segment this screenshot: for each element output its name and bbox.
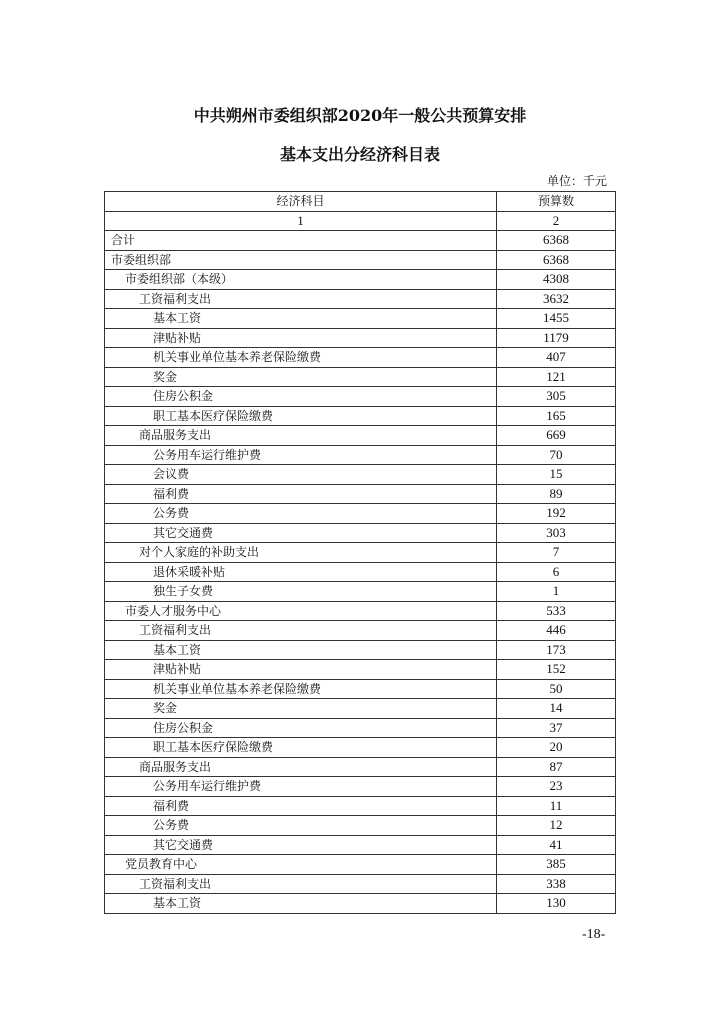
row-amount: 15: [497, 465, 616, 485]
row-amount: 385: [497, 855, 616, 875]
row-subject: 对个人家庭的补助支出: [105, 543, 497, 563]
row-amount: 4308: [497, 270, 616, 290]
row-subject: 福利费: [105, 484, 497, 504]
row-subject: 公务费: [105, 816, 497, 836]
row-subject: 基本工资: [105, 309, 497, 329]
row-amount: 130: [497, 894, 616, 914]
table-row: [105, 757, 616, 777]
row-amount: 173: [497, 640, 616, 660]
table-header-row: [105, 192, 616, 212]
row-amount: 12: [497, 816, 616, 836]
row-amount: 89: [497, 484, 616, 504]
row-subject: 职工基本医疗保险缴费: [105, 406, 497, 426]
row-subject: 工资福利支出: [105, 289, 497, 309]
row-amount: 14: [497, 699, 616, 719]
row-amount: 37: [497, 718, 616, 738]
table-row: [105, 406, 616, 426]
table-row: [105, 777, 616, 797]
row-subject: 机关事业单位基本养老保险缴费: [105, 348, 497, 368]
page-number: -18-: [582, 927, 606, 942]
row-amount: 1: [497, 582, 616, 602]
table-row: [105, 426, 616, 446]
row-subject: 商品服务支出: [105, 757, 497, 777]
row-amount: 152: [497, 660, 616, 680]
budget-table: [104, 191, 616, 914]
row-amount: 70: [497, 445, 616, 465]
table-row: [105, 835, 616, 855]
row-subject: 津贴补贴: [105, 328, 497, 348]
table-row: [105, 309, 616, 329]
table-row: [105, 445, 616, 465]
table-row: [105, 660, 616, 680]
table-row: [105, 796, 616, 816]
table-row: [105, 699, 616, 719]
row-amount: 41: [497, 835, 616, 855]
row-amount: 338: [497, 874, 616, 894]
row-amount: 3632: [497, 289, 616, 309]
row-subject: 市委人才服务中心: [105, 601, 497, 621]
table-row: [105, 289, 616, 309]
table-row: [105, 367, 616, 387]
table-index-row: [105, 211, 616, 231]
table-row: [105, 543, 616, 563]
row-amount: 446: [497, 621, 616, 641]
table-row: [105, 387, 616, 407]
row-amount: 23: [497, 777, 616, 797]
row-amount: 192: [497, 504, 616, 524]
table-row: [105, 894, 616, 914]
table-row: [105, 640, 616, 660]
document-subtitle: 基本支出分经济科目表: [279, 145, 440, 164]
row-subject: 市委组织部: [105, 250, 497, 270]
table-row: [105, 816, 616, 836]
row-subject: 商品服务支出: [105, 426, 497, 446]
row-subject: 奖金: [105, 699, 497, 719]
row-subject: 福利费: [105, 796, 497, 816]
row-amount: 20: [497, 738, 616, 758]
row-subject: 合计: [105, 231, 497, 251]
row-amount: 1179: [497, 328, 616, 348]
table-row: [105, 874, 616, 894]
row-subject: 其它交通费: [105, 835, 497, 855]
row-amount: 6368: [497, 231, 616, 251]
row-subject: 基本工资: [105, 894, 497, 914]
row-amount: 303: [497, 523, 616, 543]
row-subject: 工资福利支出: [105, 874, 497, 894]
row-amount: 87: [497, 757, 616, 777]
table-row: [105, 855, 616, 875]
row-amount: 165: [497, 406, 616, 426]
row-amount: 11: [497, 796, 616, 816]
row-subject: 其它交通费: [105, 523, 497, 543]
row-subject: 奖金: [105, 367, 497, 387]
row-subject: 津贴补贴: [105, 660, 497, 680]
table-row: [105, 582, 616, 602]
row-subject: 公务用车运行维护费: [105, 777, 497, 797]
document-title: 中共朔州市委组织部2020年一般公共预算安排: [193, 106, 527, 125]
row-subject: 独生子女费: [105, 582, 497, 602]
row-amount: 121: [497, 367, 616, 387]
table-row: [105, 484, 616, 504]
table-row: [105, 562, 616, 582]
row-subject: 市委组织部（本级）: [105, 270, 497, 290]
column-index-amount: 2: [497, 211, 616, 231]
row-subject: 工资福利支出: [105, 621, 497, 641]
table-row: [105, 738, 616, 758]
table-row: [105, 718, 616, 738]
row-amount: 50: [497, 679, 616, 699]
row-amount: 533: [497, 601, 616, 621]
row-amount: 1455: [497, 309, 616, 329]
row-amount: 7: [497, 543, 616, 563]
column-header-subject: 经济科目: [105, 192, 497, 212]
row-subject: 退休采暖补贴: [105, 562, 497, 582]
table-row: [105, 523, 616, 543]
table-row: [105, 679, 616, 699]
table-row: [105, 465, 616, 485]
row-subject: 住房公积金: [105, 387, 497, 407]
table-row: [105, 601, 616, 621]
table-row: [105, 348, 616, 368]
row-amount: 407: [497, 348, 616, 368]
table-row: [105, 328, 616, 348]
row-amount: 305: [497, 387, 616, 407]
column-header-amount: 预算数: [497, 192, 616, 212]
row-subject: 公务用车运行维护费: [105, 445, 497, 465]
column-index-subject: 1: [105, 211, 497, 231]
table-row: [105, 231, 616, 251]
table-row: [105, 270, 616, 290]
unit-label: 单位：千元: [547, 174, 608, 188]
table-row: [105, 250, 616, 270]
row-amount: 669: [497, 426, 616, 446]
row-subject: 机关事业单位基本养老保险缴费: [105, 679, 497, 699]
table-row: [105, 621, 616, 641]
row-subject: 会议费: [105, 465, 497, 485]
row-amount: 6368: [497, 250, 616, 270]
table-body: [105, 231, 616, 914]
row-subject: 公务费: [105, 504, 497, 524]
row-subject: 住房公积金: [105, 718, 497, 738]
row-amount: 6: [497, 562, 616, 582]
row-subject: 党员教育中心: [105, 855, 497, 875]
row-subject: 职工基本医疗保险缴费: [105, 738, 497, 758]
table-row: [105, 504, 616, 524]
row-subject: 基本工资: [105, 640, 497, 660]
